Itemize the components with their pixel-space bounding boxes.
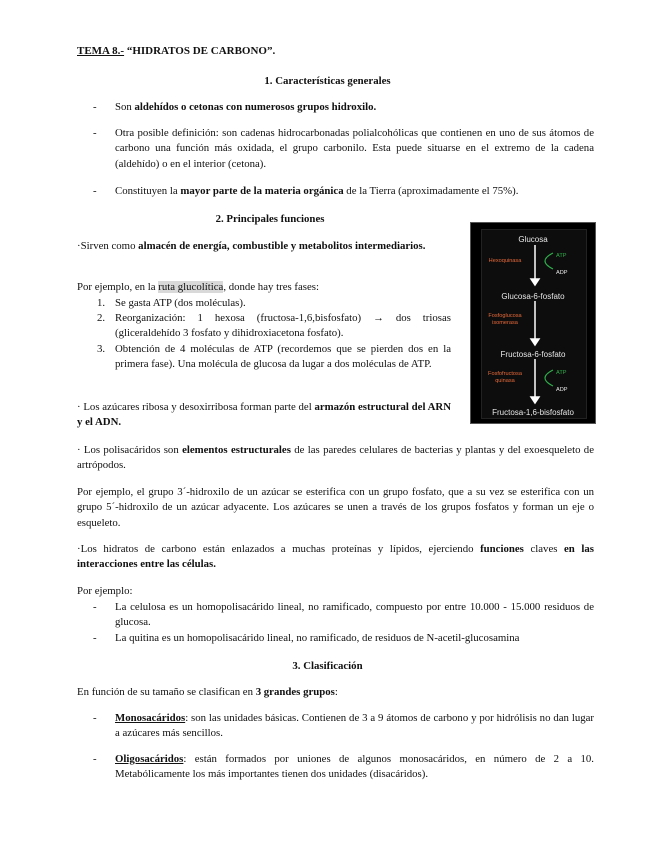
bold-text: almacén de energía, combustible y metabolitos intermediarios. — [138, 240, 426, 252]
bold-text: en las interacciones entre las células. — [77, 543, 594, 571]
text-run: Por ejemplo, en la — [77, 281, 159, 293]
bold-text: mayor parte de la materia orgánica — [180, 185, 344, 197]
list-text: La quitina es un homopolisacárido lineal, no ramificado, de residuos de N-acetil-glucosamina — [115, 632, 520, 644]
paragraph — [77, 239, 451, 254]
atp-curve — [545, 253, 553, 269]
text-run: Son — [115, 101, 135, 113]
text-run: : son las unidades básicas. Contienen de 3 a 9 átomos de carbono y por hidrólisis no dan lugar a azúcares más sencillos. — [115, 712, 594, 740]
atp-label: ATP — [556, 370, 567, 376]
bold-text: aldehídos o cetonas con numerosos grupos hidroxilo. — [134, 101, 377, 113]
text-run: de la Tierra (aproximadamente el 75%). — [343, 185, 519, 197]
section-heading-2: 2. Principales funciones — [215, 213, 325, 225]
text-run: de las paredes celulares de bacterias y plantas y del exoesqueleto de artrópodos. — [77, 444, 594, 472]
metabolite-glucose-6-phosphate: Glucosa-6-fosfato — [501, 292, 565, 301]
text-run: : — [334, 686, 338, 698]
item-text: Se gasta ATP (dos moléculas). — [115, 297, 246, 309]
paragraph — [77, 280, 451, 295]
text-run: En función de su tamaño se clasifican en — [77, 686, 256, 698]
metabolite-fructose-1-6-bisphosphate: Fructosa-1,6-bisfosfato — [492, 408, 574, 417]
text-run: , donde hay tres fases: — [223, 281, 319, 293]
atp-curve — [545, 370, 553, 386]
item-number: 1. — [97, 297, 106, 309]
text-run: : están formados por uniones de algunos monosacáridos, en número de 2 a 10. Metabólicamente los más importantes tienen dos unidades (disacáridos). — [115, 753, 594, 781]
list-text: La celulosa es un homopolisacárido lineal, no ramificado, compuesto por entre 10.000 - 15.000 residuos de glucosa. — [115, 601, 594, 629]
bullet-dash: - — [93, 101, 97, 113]
item-number: 3. — [97, 343, 106, 355]
text-run: · Los azúcares ribosa y desoxirribosa forman parte del — [77, 401, 315, 413]
enzyme-hexokinase: Hexoquinasa — [488, 258, 522, 264]
paragraph — [77, 400, 451, 431]
enzyme-phosphoglucose-isomerase: Fosfoglucosa isomerasa — [488, 313, 522, 326]
text-run: ·Sirven como — [77, 240, 139, 252]
bold-text: funciones — [480, 543, 524, 555]
item-number: 2. — [97, 312, 106, 324]
highlighted-text: ruta glucolítica — [158, 281, 224, 293]
paragraph: Por ejemplo, el grupo 3´-hidroxilo de un azúcar se esterifica con un grupo fosfato, que a su vez se esterifica con un grupo 5´-hidroxilo de un azúcar adyacente. Los azúcares se unen a través de los grupos fosfatos y forman un eje o esqueleto. — [77, 486, 594, 529]
adp-label: ADP — [556, 387, 568, 393]
list-text: Otra posible definición: son cadenas hidrocarbonadas polialcohólicas que contienen en uno de sus átomos de carbono una función más oxidada, el grupo carbonilo. Esta puede situarse en el extremo de la cadena (aldehído) o en el interior (cetona). — [115, 127, 594, 170]
bullet-dash: - — [93, 127, 97, 139]
arrow-head — [531, 279, 539, 285]
document-title — [77, 44, 275, 59]
arrow-head — [531, 339, 539, 345]
bullet-dash: - — [93, 601, 97, 613]
text-run: ·Los hidratos de carbono están enlazados a muchas proteínas y lípidos, ejerciendo — [77, 543, 481, 555]
bullet-dash: - — [93, 632, 97, 644]
item-text: Reorganización: 1 hexosa (fructosa-1,6,bisfosfato) → dos triosas (gliceraldehído 3 fosfato y dihidroxiacetona fosfato). — [115, 312, 451, 340]
section-heading-3: 3. Clasificación — [292, 660, 363, 672]
bullet-dash: - — [93, 753, 97, 765]
title-text: “HIDRATOS DE CARBONO”. — [124, 45, 276, 57]
adp-label: ADP — [556, 270, 568, 276]
bold-text: Monosacáridos — [115, 712, 186, 724]
enzyme-phosphofructokinase: Fosfofructosa quinasa — [488, 371, 522, 384]
section-heading-1: 1. Características generales — [264, 75, 391, 87]
text-run: Constituyen la — [115, 185, 181, 197]
atp-label: ATP — [556, 253, 567, 259]
item-text: Obtención de 4 moléculas de ATP (recordemos que se pierden dos en la primera fase). Una molécula de glucosa da lugar a dos moléculas de ATP. — [115, 343, 451, 371]
bullet-dash: - — [93, 712, 97, 724]
text-run: claves — [523, 543, 565, 555]
paragraph: Por ejemplo: — [77, 585, 133, 597]
metabolite-fructose-6-phosphate: Fructosa-6-fosfato — [500, 350, 566, 359]
paragraph — [77, 542, 594, 573]
bold-text: 3 grandes grupos — [255, 686, 335, 698]
paragraph — [77, 443, 594, 474]
title-topic-number: TEMA 8.- — [77, 45, 125, 57]
bullet-dash: - — [93, 185, 97, 197]
glycolysis-diagram — [470, 222, 596, 424]
bold-text: elementos estructurales — [182, 444, 291, 456]
paragraph — [77, 685, 594, 700]
bold-text: Oligosacáridos — [115, 753, 184, 765]
arrow-head — [531, 397, 539, 403]
bold-text: armazón estructural del ARN y el ADN. — [77, 401, 451, 429]
metabolite-glucose: Glucosa — [518, 235, 548, 244]
text-run: · Los polisacáridos son — [77, 444, 183, 456]
